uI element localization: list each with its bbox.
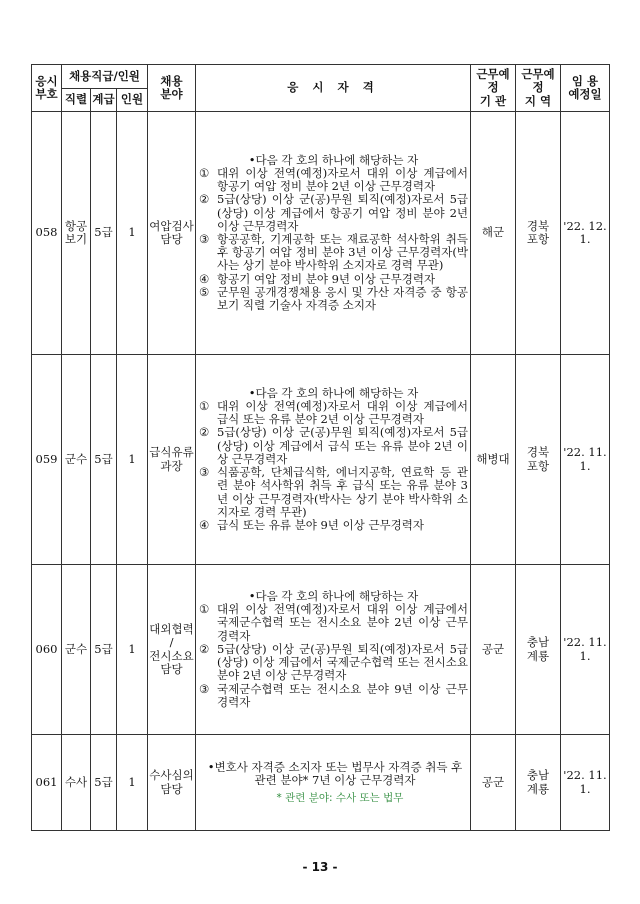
- exam-number-cell: 060: [32, 565, 62, 735]
- item-text: 항공공학, 기계공학 또는 재료공학 석사학위 취득 후 항공기 여압 정비 분야 3년 이상 근무경력자(박사는 상기 분야 박사학위 소지자로 경력 무관): [217, 232, 468, 273]
- qualification-header: 응 시 자 격: [196, 65, 471, 112]
- headcount-cell: 1: [117, 355, 148, 565]
- item-marker: ③: [199, 681, 210, 696]
- appointment-date-cell: '22. 12. 1.: [561, 112, 610, 355]
- qualification-cell: [196, 735, 471, 831]
- qualification-cell: [196, 355, 471, 565]
- related-field-note: * 관련 분야: 수사 또는 법무: [276, 791, 404, 804]
- qualification-item: [199, 466, 468, 519]
- qualification-intro: •다음 각 호의 하나에 해당하는 자: [248, 589, 419, 604]
- date-header: 임 용 예정일: [561, 65, 610, 112]
- qualification-item: [199, 273, 468, 286]
- item-marker: ④: [199, 271, 210, 286]
- workplace-cell: 해군: [471, 112, 516, 355]
- qualification-item: [199, 167, 468, 193]
- series-cell: 항공 보기: [62, 112, 91, 355]
- qualification-intro: •다음 각 호의 하나에 해당하는 자: [248, 152, 419, 167]
- region-header: 근무예정 지 역: [516, 65, 561, 112]
- item-text: 군무원 공개경쟁채용 응시 및 가산 자격증 중 항공보기 직렬 기술사 자격증 소지자: [217, 284, 468, 313]
- page-number: - 13 -: [302, 860, 338, 874]
- headcount-cell: 1: [117, 735, 148, 831]
- item-text: 대위 이상 전역(예정)자로서 대위 이상 계급에서 국제군수협력 또는 전시소요 분야 2년 이상 근무경력자: [217, 602, 468, 643]
- appointment-date-cell: '22. 11. 1.: [561, 565, 610, 735]
- workplace-header: 근무예정 기 관: [471, 65, 516, 112]
- qualification-intro: •변호사 자격증 소지자 또는 법무사 자격증 취득 후 관련 분야* 7년 이상 근무경력자: [207, 760, 463, 788]
- qualification-item: [199, 400, 468, 426]
- field-header: 채용 분야: [148, 65, 196, 112]
- item-marker: ①: [199, 602, 210, 617]
- appointment-date-cell: '22. 11. 1.: [561, 735, 610, 831]
- qualification-item: [199, 233, 468, 273]
- item-marker: ②: [199, 192, 210, 207]
- item-marker: ③: [199, 465, 210, 480]
- series-cell: 군수: [62, 355, 91, 565]
- region-cell: 충남 계룡: [516, 735, 561, 831]
- item-marker: ⑤: [199, 284, 210, 299]
- item-marker: ②: [199, 641, 210, 656]
- item-text: 대위 이상 전역(예정)자로서 대위 이상 계급에서 급식 또는 유류 분야 2년 이상 근무경력자: [217, 399, 468, 427]
- item-marker: ③: [199, 232, 210, 246]
- qualification-cell: [196, 565, 471, 735]
- series-header: 직렬: [62, 89, 91, 112]
- series-cell: 군수: [62, 565, 91, 735]
- grade-cell: 5급: [91, 355, 117, 565]
- grade-cell: 5급: [91, 112, 117, 355]
- table-row: [32, 355, 610, 565]
- item-text: 5급(상당) 이상 군(공)무원 퇴직(예정)자로서 5급(상당) 이상 계급에서 국제군수협력 또는 전시소요 분야 2년 이상 근무경력자: [217, 641, 468, 683]
- workplace-cell: 해병대: [471, 355, 516, 565]
- appointment-date-cell: '22. 11. 1.: [561, 355, 610, 565]
- item-text: 항공기 여압 정비 분야 9년 이상 근무경력자: [217, 271, 436, 286]
- grade-header: 계급: [91, 89, 117, 112]
- qualification-item: [199, 683, 468, 709]
- series-cell: 수사: [62, 735, 91, 831]
- qualification-item: [199, 603, 468, 643]
- qualification-item: [199, 286, 468, 312]
- recruitment-table: [31, 64, 610, 831]
- headcount-cell: 1: [117, 565, 148, 735]
- field-cell: 대외협력 / 전시소요 담당: [148, 565, 196, 735]
- qualification-item: [199, 519, 468, 532]
- workplace-cell: 공군: [471, 735, 516, 831]
- exam-number-cell: 061: [32, 735, 62, 831]
- exam-number-header: 응시 부호: [32, 65, 62, 112]
- table-row: [32, 565, 610, 735]
- item-marker: ①: [199, 165, 210, 180]
- item-text: 5급(상당) 이상 군(공)무원 퇴직(예정)자로서 5급 (상당) 이상 계급에서 급식 또는 유류 분야 2년 이상 근무경력자: [217, 425, 468, 466]
- grade-cell: 5급: [91, 565, 117, 735]
- item-text: 식품공학, 단체급식학, 에너지공학, 연료학 등 관련 분야 석사학위 취득 후 급식 또는 유류 분야 3년 이상 근무경력자(박사는 상기 분야 박사학위 소지자로 경력 무관): [217, 465, 468, 519]
- grade-cell: 5급: [91, 735, 117, 831]
- item-marker: ②: [199, 425, 210, 440]
- item-text: 급식 또는 유류 분야 9년 이상 근무경력자: [217, 517, 424, 532]
- region-cell: 경북 포항: [516, 112, 561, 355]
- qualification-item: [199, 193, 468, 233]
- exam-number-cell: 058: [32, 112, 62, 355]
- qualification-cell: [196, 112, 471, 355]
- region-cell: 충남 계룡: [516, 565, 561, 735]
- field-cell: 여압검사 담당: [148, 112, 196, 355]
- headcount-cell: 1: [117, 112, 148, 355]
- position-group-header: 채용직급/인원: [62, 65, 148, 89]
- region-cell: 경북 포항: [516, 355, 561, 565]
- item-text: 5급(상당) 이상 군(공)무원 퇴직(예정)자로서 5급(상당) 이상 계급에서 항공기 여압 정비 분야 2년 이상 근무경력자: [217, 192, 468, 233]
- field-cell: 급식유류 과장: [148, 355, 196, 565]
- table-row: [32, 112, 610, 355]
- qualification-item: [199, 643, 468, 683]
- exam-number-cell: 059: [32, 355, 62, 565]
- field-cell: 수사심의 담당: [148, 735, 196, 831]
- table-row: [32, 735, 610, 831]
- item-marker: ④: [199, 517, 210, 532]
- workplace-cell: 공군: [471, 565, 516, 735]
- item-marker: ①: [199, 399, 210, 414]
- qualification-intro: •다음 각 호의 하나에 해당하는 자: [248, 385, 419, 400]
- item-text: 국제군수협력 또는 전시소요 분야 9년 이상 근무경력자: [217, 681, 468, 709]
- headcount-header: 인원: [117, 89, 148, 112]
- qualification-item: [199, 426, 468, 466]
- item-text: 대위 이상 전역(예정)자로서 대위 이상 계급에서 항공기 여압 정비 분야 2년 이상 근무경력자: [217, 165, 468, 194]
